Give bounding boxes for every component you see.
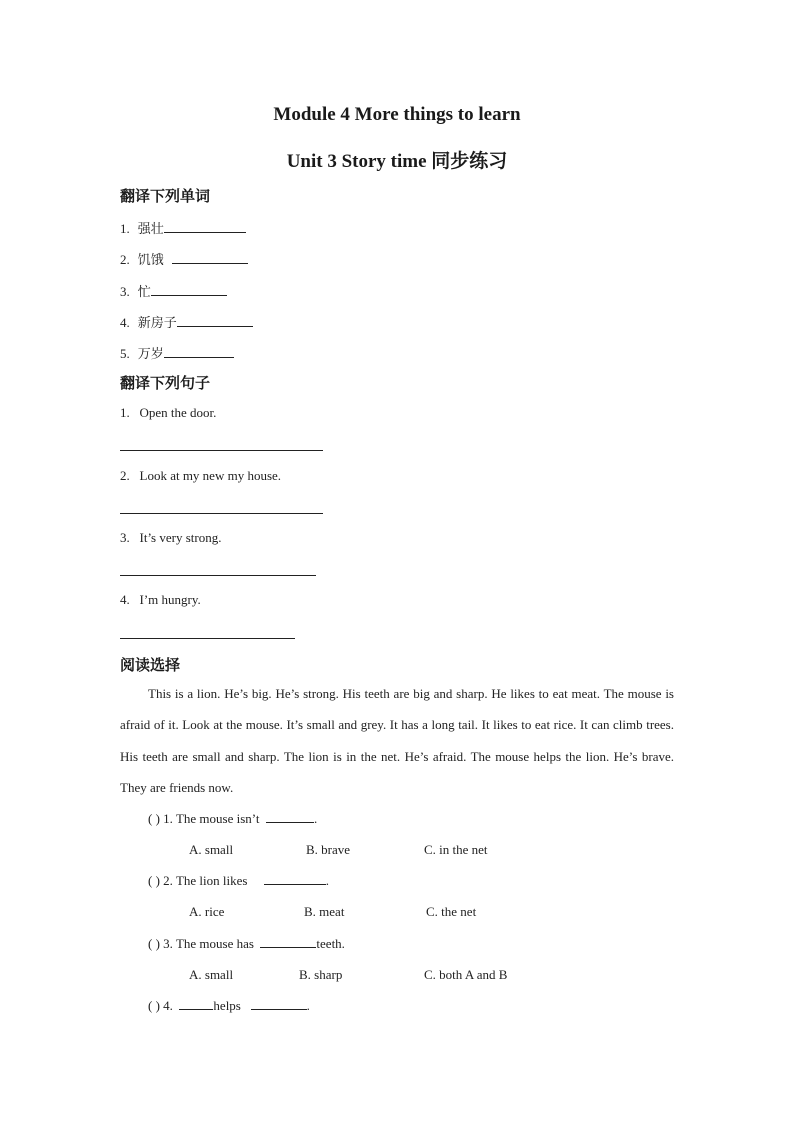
- answer-line[interactable]: [120, 638, 295, 639]
- option-c[interactable]: C. in the net: [424, 842, 488, 857]
- question-3: ( ) 3. The mouse has teeth.: [148, 936, 345, 951]
- option-b[interactable]: B. sharp: [299, 967, 343, 982]
- question-1: ( ) 1. The mouse isn’t .: [148, 811, 318, 826]
- answer-paren[interactable]: ( ): [148, 998, 160, 1013]
- option-c[interactable]: C. both A and B: [424, 967, 508, 982]
- section-heading-reading: 阅读选择: [120, 656, 181, 674]
- reading-passage: This is a lion. He’s big. He’s strong. His teeth are big and sharp. He likes to eat meat. The mouse is afraid of it. Look at the mouse. It’s small and grey. It has a long tail. It likes to eat rice. It can climb trees. His teeth are small and sharp. The lion is in the net. He’s afraid. The mouse helps the lion. He’s brave. They are friends now.: [120, 686, 674, 795]
- word-item: 3. 忙: [120, 281, 227, 301]
- answer-line[interactable]: [120, 513, 323, 514]
- option-b[interactable]: B. meat: [304, 904, 345, 919]
- word-item: 4. 新房子: [120, 312, 253, 332]
- option-a[interactable]: A. small: [189, 842, 234, 857]
- option-a[interactable]: A. rice: [189, 904, 225, 919]
- answer-blank[interactable]: [179, 999, 213, 1010]
- word-item: 2. 饥饿: [120, 249, 248, 269]
- answer-blank[interactable]: [151, 285, 227, 296]
- answer-paren[interactable]: ( ): [148, 873, 160, 888]
- question-2: ( ) 2. The lion likes .: [148, 873, 329, 888]
- page-title: Module 4 More things to learn: [273, 104, 521, 125]
- page-subtitle: Unit 3 Story time 同步练习: [286, 151, 508, 172]
- sentence-item: 1. Open the door.: [120, 405, 217, 420]
- answer-line[interactable]: [120, 575, 316, 576]
- answer-blank[interactable]: [260, 937, 316, 948]
- answer-blank[interactable]: [266, 812, 314, 823]
- answer-paren[interactable]: ( ): [148, 811, 160, 826]
- sentence-item: 2. Look at my new my house.: [120, 468, 282, 483]
- answer-blank[interactable]: [177, 316, 253, 327]
- section-heading-words: 翻译下列单词: [120, 187, 211, 205]
- question-4: ( ) 4. helps .: [148, 998, 310, 1013]
- sentence-item: 3. It’s very strong.: [120, 530, 222, 545]
- answer-blank[interactable]: [164, 347, 234, 358]
- sentence-item: 4. I’m hungry.: [120, 592, 201, 607]
- option-c[interactable]: C. the net: [426, 904, 477, 919]
- word-item: 1. 强壮: [120, 218, 246, 238]
- option-a[interactable]: A. small: [189, 967, 234, 982]
- answer-blank[interactable]: [264, 874, 326, 885]
- answer-paren[interactable]: ( ): [148, 936, 160, 951]
- word-item: 5. 万岁: [120, 343, 234, 363]
- answer-blank[interactable]: [172, 253, 248, 264]
- answer-blank[interactable]: [251, 999, 307, 1010]
- section-heading-sentences: 翻译下列句子: [120, 374, 211, 392]
- answer-line[interactable]: [120, 450, 323, 451]
- option-b[interactable]: B. brave: [306, 842, 351, 857]
- answer-blank[interactable]: [164, 222, 246, 233]
